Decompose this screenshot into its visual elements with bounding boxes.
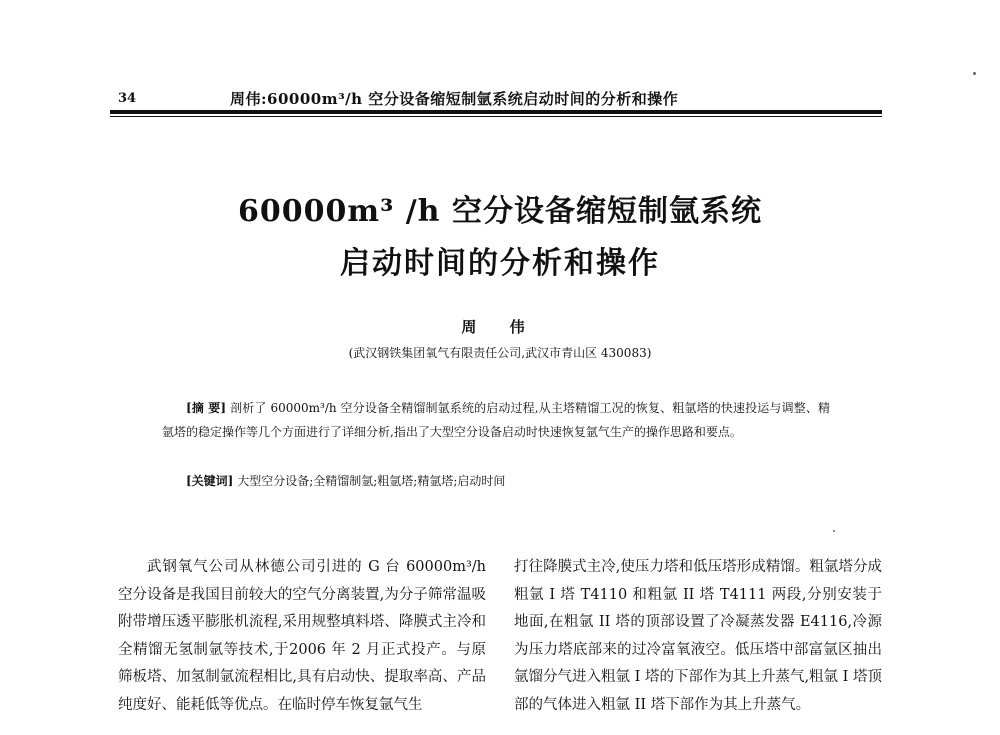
header-rule-thin: [110, 116, 882, 117]
abstract: [162, 396, 830, 444]
keywords-label: [关键词]: [186, 474, 234, 488]
abstract-label: [摘 要]: [186, 401, 227, 415]
scan-speck: [973, 72, 976, 75]
page-number: 34: [118, 91, 137, 106]
paper-title-line-1: 60000m³ /h 空分设备缩短制氩系统: [238, 194, 762, 229]
author-name: 周 伟: [461, 318, 539, 336]
header-rule-thick: [110, 110, 882, 114]
body-left-column: 武钢氧气公司从林德公司引进的 G 台 60000m³/h 空分设备是我国目前较大的空气分离装置,为分子筛常温吸附带增压透平膨胀机流程,采用规整填料塔、降膜式主冷和全精馏无氢制氩等技术,于2006 年 2 月正式投产。与原筛板塔、加氢制氩流程相比,具有启动快、提取率高、产品纯度好、能耗低等优点。在临时停车恢复氩气生: [118, 559, 486, 713]
keywords: [186, 470, 826, 492]
running-title: 周伟:60000m³/h 空分设备缩短制氩系统启动时间的分析和操作: [230, 90, 679, 108]
author-affiliation: (武汉钢铁集团氧气有限责任公司,武汉市青山区 430083): [348, 346, 652, 360]
keywords-text: 大型空分设备;全精馏制氩;粗氩塔;精氩塔;启动时间: [237, 474, 506, 488]
scan-speck: [833, 530, 835, 532]
paper-title-line-2: 启动时间的分析和操作: [340, 246, 660, 281]
abstract-text: 剖析了 60000m³/h 空分设备全精馏制氩系统的启动过程,从主塔精馏工况的恢复、粗氩塔的快速投运与调整、精氩塔的稳定操作等几个方面进行了详细分析,指出了大型空分设备启动时快速恢复氩气生产的操作思路和要点。: [162, 401, 830, 439]
body-right-column: 打往降膜式主冷,使压力塔和低压塔形成精馏。粗氩塔分成粗氩 I 塔 T4110 和粗氩 II 塔 T4111 两段,分别安装于地面,在粗氩 II 塔的顶部设置了冷凝蒸发器 E4116,冷源为压力塔底部来的过冷富氧液空。低压塔中部富氩区抽出氩馏分气进入粗氩 I 塔的下部作为其上升蒸气,粗氩 I 塔顶部的气体进入粗氩 II 塔下部作为其上升蒸气。: [514, 559, 882, 713]
